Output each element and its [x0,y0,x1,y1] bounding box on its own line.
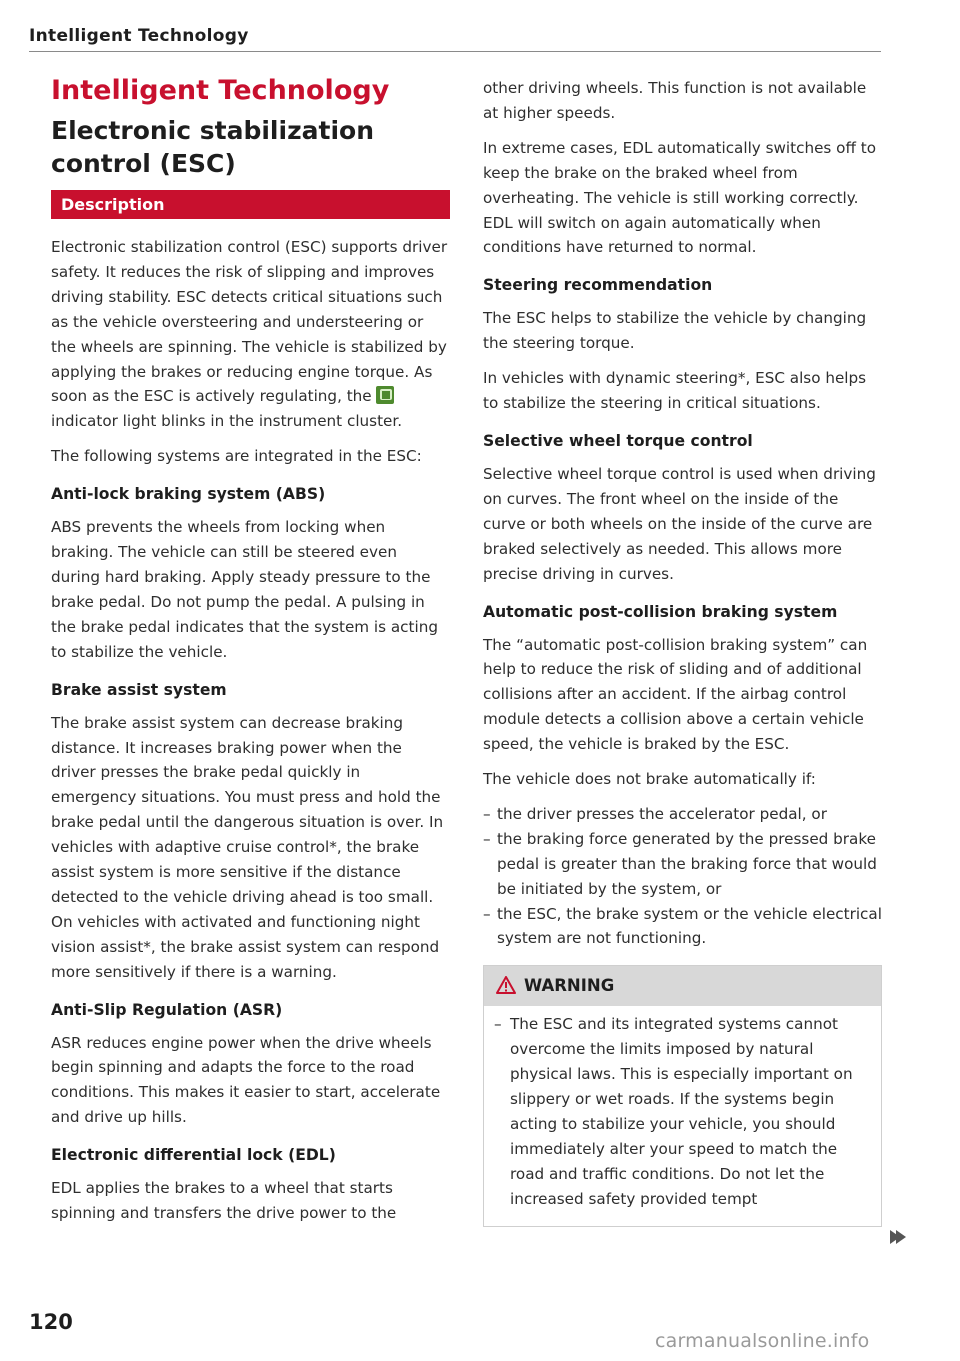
edl-continued: other driving wheels. This function is not available at higher speeds. [483,79,867,122]
warning-list [494,1012,869,1211]
steering-text-1: The ESC helps to stabilize the vehicle by changing the steering torque. [483,309,867,353]
list-item: – the ESC, the brake system or the vehicle electrical system are not functioning. [483,902,882,952]
abs-text: ABS prevents the wheels from locking when braking. The vehicle can still be steered even during hard braking. Apply steady pressure to the brake pedal. Do not pump the pedal. A pulsing in the brake pedal indicates that the system is acting to stabilize the vehicle. [51,518,438,661]
asr-heading: Anti-Slip Regulation (ASR) [51,1000,283,1019]
steering-text-2: In vehicles with dynamic steering*, ESC also helps to stabilize the steering in critical situations. [483,369,867,413]
edl-heading: Electronic differential lock (EDL) [51,1146,336,1165]
steering-heading: Steering recommendation [483,276,713,295]
left-column [51,74,450,1236]
brake-assist-heading: Brake assist system [51,680,227,699]
esc-indicator-icon [376,386,394,404]
edl-text: EDL applies the brakes to a wheel that starts spinning and transfers the drive power to the [51,1179,397,1223]
intro-paragraph [51,235,450,434]
description-bar: Description [51,190,450,219]
warning-body [484,1006,881,1225]
section-title: Electronic stabilization control (ESC) [51,116,374,178]
pcb-heading: Automatic post-collision braking system [483,602,838,621]
brake-assist-text: The brake assist system can decrease braking distance. It increases braking power when the driver presses the brake pedal quickly in emergency situations. You must press and hold the brake pedal until the dangerous situation is over. In vehicles with adaptive cruise control*, the brake assist system is more sensitive if the distance detected to the vehicle driving ahead is too small. On vehicles with activated and functioning night vision assist*, the brake assist system can respond more sensitively if there is a warning. [51,713,444,981]
intro-text-b: indicator light blinks in the instrument cluster. [51,412,403,431]
abs-heading: Anti-lock braking system (ABS) [51,485,326,504]
swtc-heading: Selective wheel torque control [483,431,753,450]
swtc-text: Selective wheel torque control is used when driving on curves. The front wheel on the inside of the curve or both wheels on the inside of the curve are braked selectively as needed. This allows more precise driving in curves. [483,464,876,583]
warning-header [484,966,881,1006]
pcb-text: The “automatic post-collision braking system” can help to reduce the risk of sliding and of additional collisions after an accident. If the airbag control module detects a collision above a certain vehicle speed, the vehicle is braked by the ESC. [483,635,868,754]
pcb-condition: The vehicle does not brake automatically if: [483,770,816,789]
warning-triangle-icon [496,976,516,994]
edl-extreme: In extreme cases, EDL automatically switches off to keep the brake on the braked wheel from overheating. The vehicle is still working correctly. EDL will switch on again automatically when conditions have returned to normal. [483,138,876,257]
running-header: Intelligent Technology [29,26,249,46]
warning-item: – The ESC and its integrated systems cannot overcome the limits imposed by natural physical laws. This is especially important on slippery or wet roads. If the systems begin acting to stabilize your vehicle, you should immediately alter your speed to match the road and traffic conditions. Do not let the increased safety provided tempt [494,1012,869,1211]
pcb-list [483,802,882,951]
intro-text-a: Electronic stabilization control (ESC) supports driver safety. It reduces the risk of slipping and improves driving stability. ESC detects critical situations such as the vehicle oversteering and understeering or the wheels are spinning. The vehicle is stabilized by applying the brakes or reducing engine torque. As soon as the ESC is actively regulating, the [51,238,448,406]
list-item: – the driver presses the accelerator pedal, or [483,802,882,827]
page-number: 120 [29,1310,73,1334]
right-column [483,76,882,1227]
intro-systems: The following systems are integrated in the ESC: [51,447,422,466]
warning-box [483,965,882,1226]
warning-title: WARNING [524,976,615,996]
chapter-title: Intelligent Technology [51,75,390,106]
asr-text: ASR reduces engine power when the drive wheels begin spinning and adapts the force to the road conditions. This makes it easier to start, accelerate and drive up hills. [51,1033,441,1127]
list-item: – the braking force generated by the pressed brake pedal is greater than the braking force that would be initiated by the system, or [483,827,882,902]
header-rule [29,51,881,52]
watermark: carmanualsonline.info [655,1330,870,1352]
continue-arrow-icon [890,1230,900,1244]
